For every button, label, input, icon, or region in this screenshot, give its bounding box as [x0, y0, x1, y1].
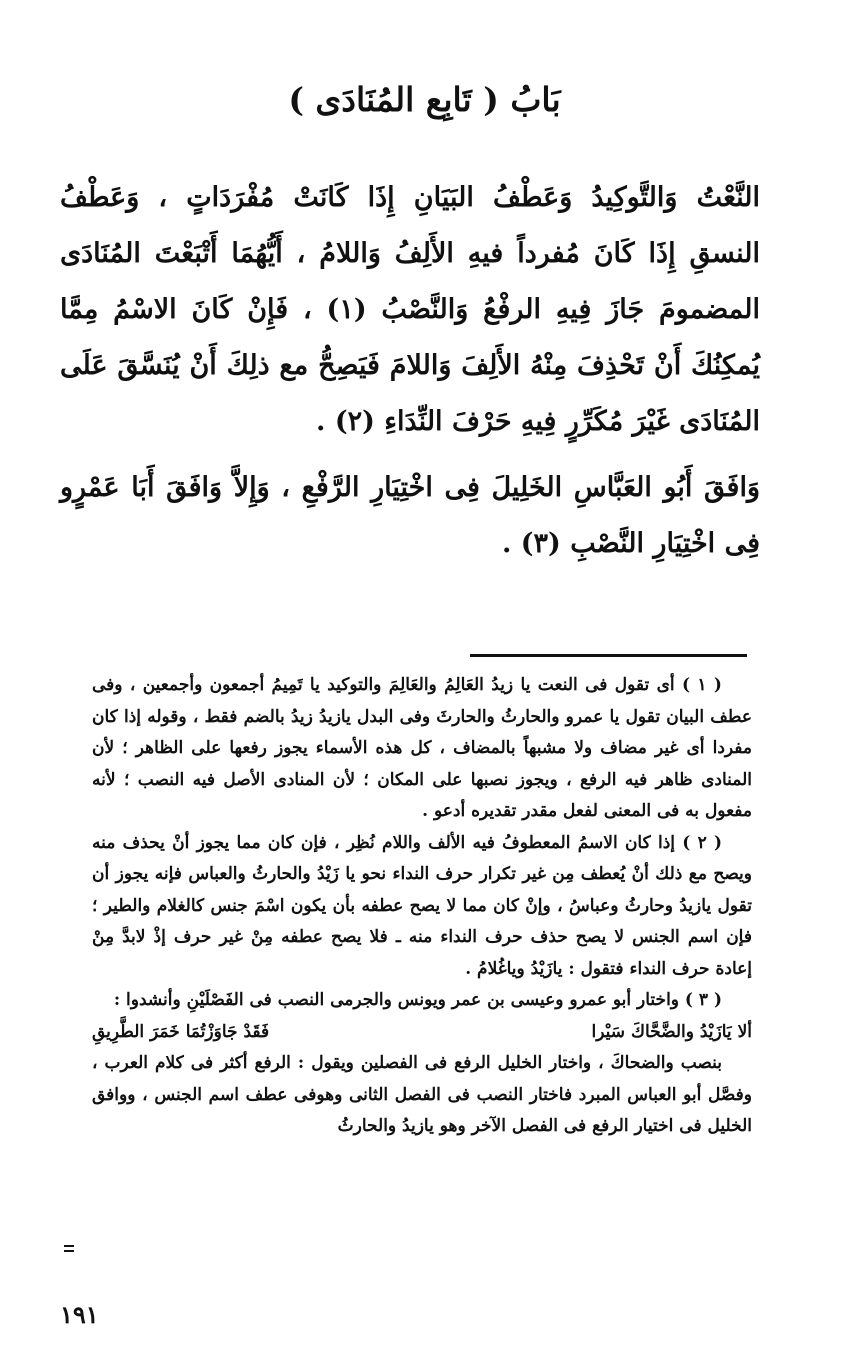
footnote-3: ( ٣ ) واختار أبو عمرو وعيسى بن عمر ويونس والجرمى النصب فى الفَصْلَيْنِ وأنشدوا :: [113, 990, 722, 1010]
footnote-separator: [470, 654, 747, 657]
paragraph-2: وَافَقَ أَبُو العَبَّاسِ الخَلِيلَ فِى اخْتِيَارِ الرَّفْعِ ، وَإِلاَّ وَافَقَ أَبَا عَمْرٍو فِى اخْتِيَارِ النَّصْبِ (٣) .: [60, 472, 760, 559]
chapter-title: بَابُ ( تَابِع المُنَادَى ): [288, 80, 561, 119]
paragraph-1: النَّعْتُ وَالتَّوكِيدُ وَعَطْفُ البَيَانِ إِذَا كَانَتْ مُفْرَدَاتٍ ، وَعَطْفُ النسقِ إِذَا كَانَ مُفرداً فيهِ الأَلِفُ وَاللامُ ، أَيُّهُمَا أَتْبَعْتَ المُنَادَى المضمومَ جَازَ فِيهِ الرفْعُ وَالنَّصْبُ (١) ، فَإِنْ كَانَ الاسْمُ مِمَّا يُمكِنُكَ أَنْ تَحْذِفَ مِنْهُ الأَلِفَ وَاللامَ فَيَصِحُّ مع ذلِكَ أَنْ يُنَسَّقَ عَلَى المُنَادَى غَيْرَ مُكَرِّرٍ فِيهِ حَرْفَ النِّدَاءِ (٢) .: [60, 182, 761, 437]
verse-second-hemistich: فَقَدْ جَاوَزْتُمَا خَمَرَ الطَّرِيقِ: [92, 1021, 270, 1042]
footnote-2: ( ٢ ) إذا كان الاسمُ المعطوفُ فيه الألف واللام نُظِر ، فإن كان مما يجوز أنْ يحذف منه ويصح مع ذلك أنْ يُعطف مِن غير تكرار حرف النداء نحو يا زَيْدُ والحارثُ والعباس فإنه يجوز أن تقول يازيدُ وحارثُ وعباسُ ، وإنْ كان مما لا يصح عطفه بأن يكون اسْمَ جنس كالغلام والطير ؛ فإن اسم الجنس لا يصح حذف حرف النداء منه ـ فلا يصح عطفه مِنْ غير حرف إذْ لابدَّ مِنْ إعادة حرف النداء فتقول : يازَيْدُ وياغُلامُ .: [92, 832, 752, 979]
poetry-verse: [92, 1017, 752, 1049]
footnote-1: ( ١ ) أى تقول فى النعت يا زيدُ العَالِمُ والعَالِمَ والتوكيد يا تَمِيمُ أجمعون وأجمعين ، وفى عطف البيان تقول يا عمرو والحارثُ والحارثَ وفى البدل يازيدُ زيدُ بالضم فقط ، وقوله إذا كان مفردا أى غير مضاف ولا مشبهاً بالمضاف ، كل هذه الأسماء يجوز رفعها على الظاهر ؛ لأن المنادى ظاهر فيه الرفع ، ويجوز نصبها على المكان ؛ لأن المنادى الأصل فيه النصب ؛ لأنه مفعول به فى المعنى لفعل مقدر تقديره أدعو .: [92, 675, 752, 821]
footnote-3-continuation: بنصب والضحاكَ ، واختار الخليل الرفع فى الفصلين ويقول : الرفع أكثر فى كلام العرب ، وفصَّل أبو العباس المبرد فاختار النصب فى الفصل الثانى وهوفى عطف اسم الجنس ، ووافق الخليل فى اختيار الرفع فى الفصل الآخر وهو يازيدُ والحارثُ: [92, 1053, 752, 1136]
verse-first-hemistich: ألا يَازَيْدُ والضَّحَّاكَ سَيْرا: [591, 1021, 752, 1042]
continuation-mark: [64, 1245, 74, 1252]
main-text: [60, 170, 760, 582]
page-number: ١٩١: [60, 1300, 99, 1329]
footnotes: [92, 670, 752, 1143]
